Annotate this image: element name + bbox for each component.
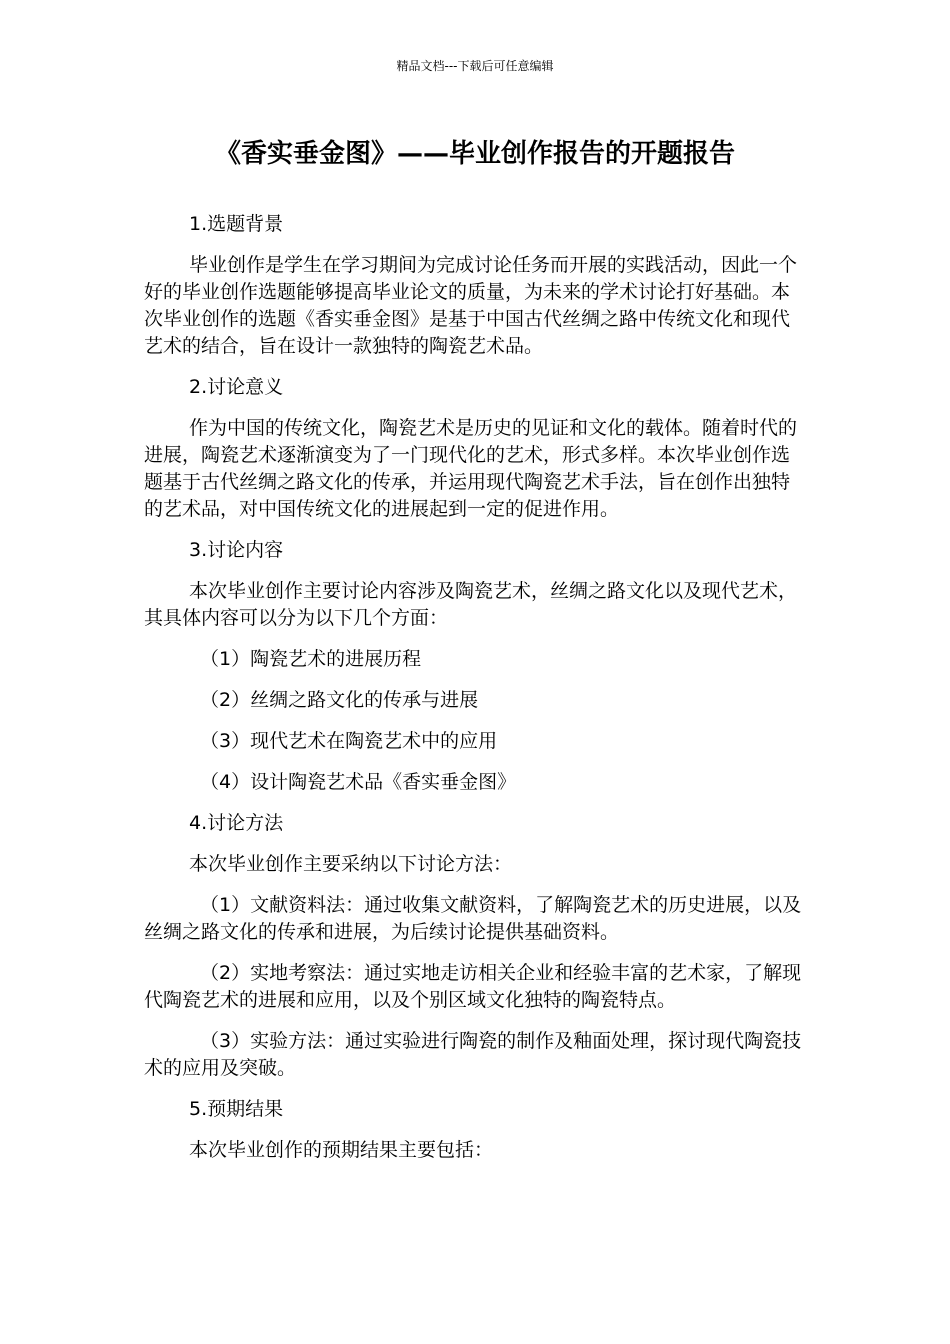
list-item: （3）现代艺术在陶瓷艺术中的应用 <box>200 730 498 752</box>
section-body-background: 毕业创作是学生在学习期间为完成讨论任务而开展的实践活动，因此一个好的毕业创作选题能够提高毕业论文的质量，为未来的学术讨论打好基础。本次毕业创作的选题《香实垂金图》是基于中国古代丝绸之路中传统文化和现代艺术的结合，旨在设计一款独特的陶瓷艺术品。 <box>144 254 798 357</box>
section-heading-methods: 4.讨论方法 <box>189 812 284 834</box>
document-body <box>144 211 808 1178</box>
section-intro-methods: 本次毕业创作主要采纳以下讨论方法： <box>189 853 513 875</box>
section-heading-results: 5.预期结果 <box>189 1098 284 1120</box>
list-item: （1）陶瓷艺术的进展历程 <box>200 648 422 670</box>
page-header: 精品文档---下载后可任意编辑 <box>396 59 554 73</box>
section-body-significance: 作为中国的传统文化，陶瓷艺术是历史的见证和文化的载体。随着时代的进展，陶瓷艺术逐渐演变为了一门现代化的艺术，形式多样。本次毕业创作选题基于古代丝绸之路文化的传承，并运用现代陶瓷艺术手法，旨在创作出独特的艺术品，对中国传统文化的进展起到一定的促进作用。 <box>144 417 798 520</box>
section-intro-results: 本次毕业创作的预期结果主要包括： <box>189 1139 494 1161</box>
section-heading-background: 1.选题背景 <box>189 213 284 235</box>
page-title: 《香实垂金图》——毕业创作报告的开题报告 <box>214 139 735 169</box>
list-item: （1）文献资料法：通过收集文献资料，了解陶瓷艺术的历史进展，以及丝绸之路文化的传承和进展，为后续讨论提供基础资料。 <box>144 894 802 943</box>
section-heading-significance: 2.讨论意义 <box>189 376 284 398</box>
list-item: （2）实地考察法：通过实地走访相关企业和经验丰富的艺术家，了解现代陶瓷艺术的进展和应用，以及个别区域文化独特的陶瓷特点。 <box>144 962 802 1011</box>
list-item: （2）丝绸之路文化的传承与进展 <box>200 689 479 711</box>
section-heading-content: 3.讨论内容 <box>189 539 284 561</box>
section-intro-content: 本次毕业创作主要讨论内容涉及陶瓷艺术，丝绸之路文化以及现代艺术，其具体内容可以分为以下几个方面： <box>144 580 798 629</box>
list-item: （3）实验方法：通过实验进行陶瓷的制作及釉面处理，探讨现代陶瓷技术的应用及突破。 <box>144 1030 802 1079</box>
list-item: （4）设计陶瓷艺术品《香实垂金图》 <box>200 771 517 793</box>
